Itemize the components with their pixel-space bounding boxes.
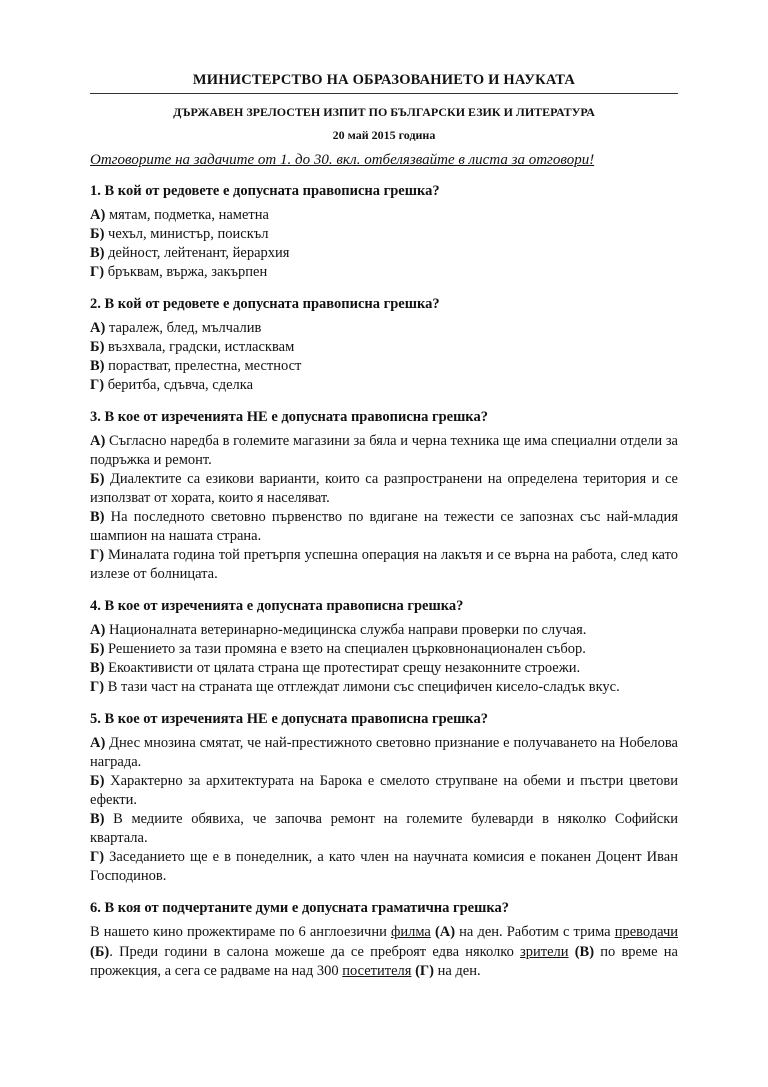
question-6-paragraph: В нашето кино прожектираме по 6 англоезични филма (А) на ден. Работим с трима преводачи (Б). Преди години в салона можеше да се преброят едва няколко зрители (В) по време на прожекция, а сега се радваме на над 300 посетителя (Г) на ден. [90, 924, 678, 979]
option-g: Г) Заседанието ще е в понеделник, а като член на научната комисия е поканен Доцент Иван Господинов. [90, 849, 678, 884]
option-b: Б) чехъл, министър, поискъл [90, 226, 269, 242]
option-a: А) таралеж, блед, мълчалив [90, 320, 262, 336]
option-b: Б) възхвала, градски, истласквам [90, 339, 295, 355]
question-title: 2. В кой от редовете е допусната правописна грешка? [90, 296, 440, 312]
question-title: 3. В кое от изреченията НЕ е допусната правописна грешка? [90, 409, 488, 425]
underlined-word-g: посетителя [342, 963, 412, 979]
question-3 [90, 409, 678, 584]
underlined-word-a: филма [390, 924, 431, 940]
question-title: 1. В кой от редовете е допусната правописна грешка? [90, 183, 440, 199]
option-v: В) В медиите обявиха, че започва ремонт на големите булеварди в няколко Софийски квартала. [90, 811, 678, 846]
underlined-word-b: преводачи [614, 924, 678, 940]
option-v: В) Екоактивисти от цялата страна ще протестират срещу незаконните строежи. [90, 660, 581, 676]
question-title: 4. В кое от изреченията е допусната правописна грешка? [90, 598, 464, 614]
exam-title: ДЪРЖАВЕН ЗРЕЛОСТЕН ИЗПИТ ПО БЪЛГАРСКИ ЕЗИК И ЛИТЕРАТУРА [173, 105, 595, 119]
exam-date: 20 май 2015 година [332, 128, 436, 142]
option-a: А) мятам, подметка, наметна [90, 207, 269, 223]
question-title: 6. В коя от подчертаните думи е допусната граматична грешка? [90, 900, 509, 916]
option-g: Г) бръквам, вържа, закърпен [90, 264, 268, 280]
option-b: Б) Характерно за архитектурата на Барока е смелото струпване на обеми и пъстри цветови ефекти. [90, 773, 678, 808]
question-title: 5. В кое от изреченията НЕ е допусната правописна грешка? [90, 711, 488, 727]
underlined-word-v: зрители [520, 943, 569, 960]
ministry-heading: МИНИСТЕРСТВО НА ОБРАЗОВАНИЕТО И НАУКАТА [90, 72, 678, 94]
option-v: В) порастват, прелестна, местност [90, 358, 302, 374]
option-a: А) Днес мнозина смятат, че най-престижното световно признание е получаването на Нобелова награда. [90, 735, 678, 770]
instruction-text: Отговорите на задачите от 1. до 30. вкл. отбелязвайте в листа за отговори! [90, 152, 595, 168]
question-6 [90, 900, 678, 982]
option-g: Г) Миналата година той претърпя успешна операция на лакътя и се върна на работа, след като излезе от болницата. [90, 547, 678, 582]
question-5 [90, 711, 678, 886]
question-4 [90, 598, 678, 697]
option-v: В) На последното световно първенство по вдигане на тежести се запознах със най-младия шампион на нашата страна. [90, 509, 678, 544]
option-b: Б) Диалектите са езикови варианти, които са разпространени на определена територия и се използват от хората, които я населяват. [90, 471, 678, 506]
option-a: А) Съгласно наредба в големите магазини за бяла и черна техника ще има специални отдели за подръжка и ремонт. [90, 433, 678, 468]
option-b: Б) Решението за тази промяна е взето на специален църковнонационален събор. [90, 641, 586, 657]
option-a: А) Националната ветеринарно-медицинска служба направи проверки по случая. [90, 622, 587, 638]
option-g: Г) В тази част на страната ще отглеждат лимони със специфичен кисело-сладък вкус. [90, 679, 620, 695]
option-v: В) дейност, лейтенант, йерархия [90, 245, 290, 261]
option-g: Г) беритба, сдъвча, сделка [90, 377, 254, 393]
question-1 [90, 183, 678, 282]
exam-page [90, 72, 678, 982]
question-2 [90, 296, 678, 395]
